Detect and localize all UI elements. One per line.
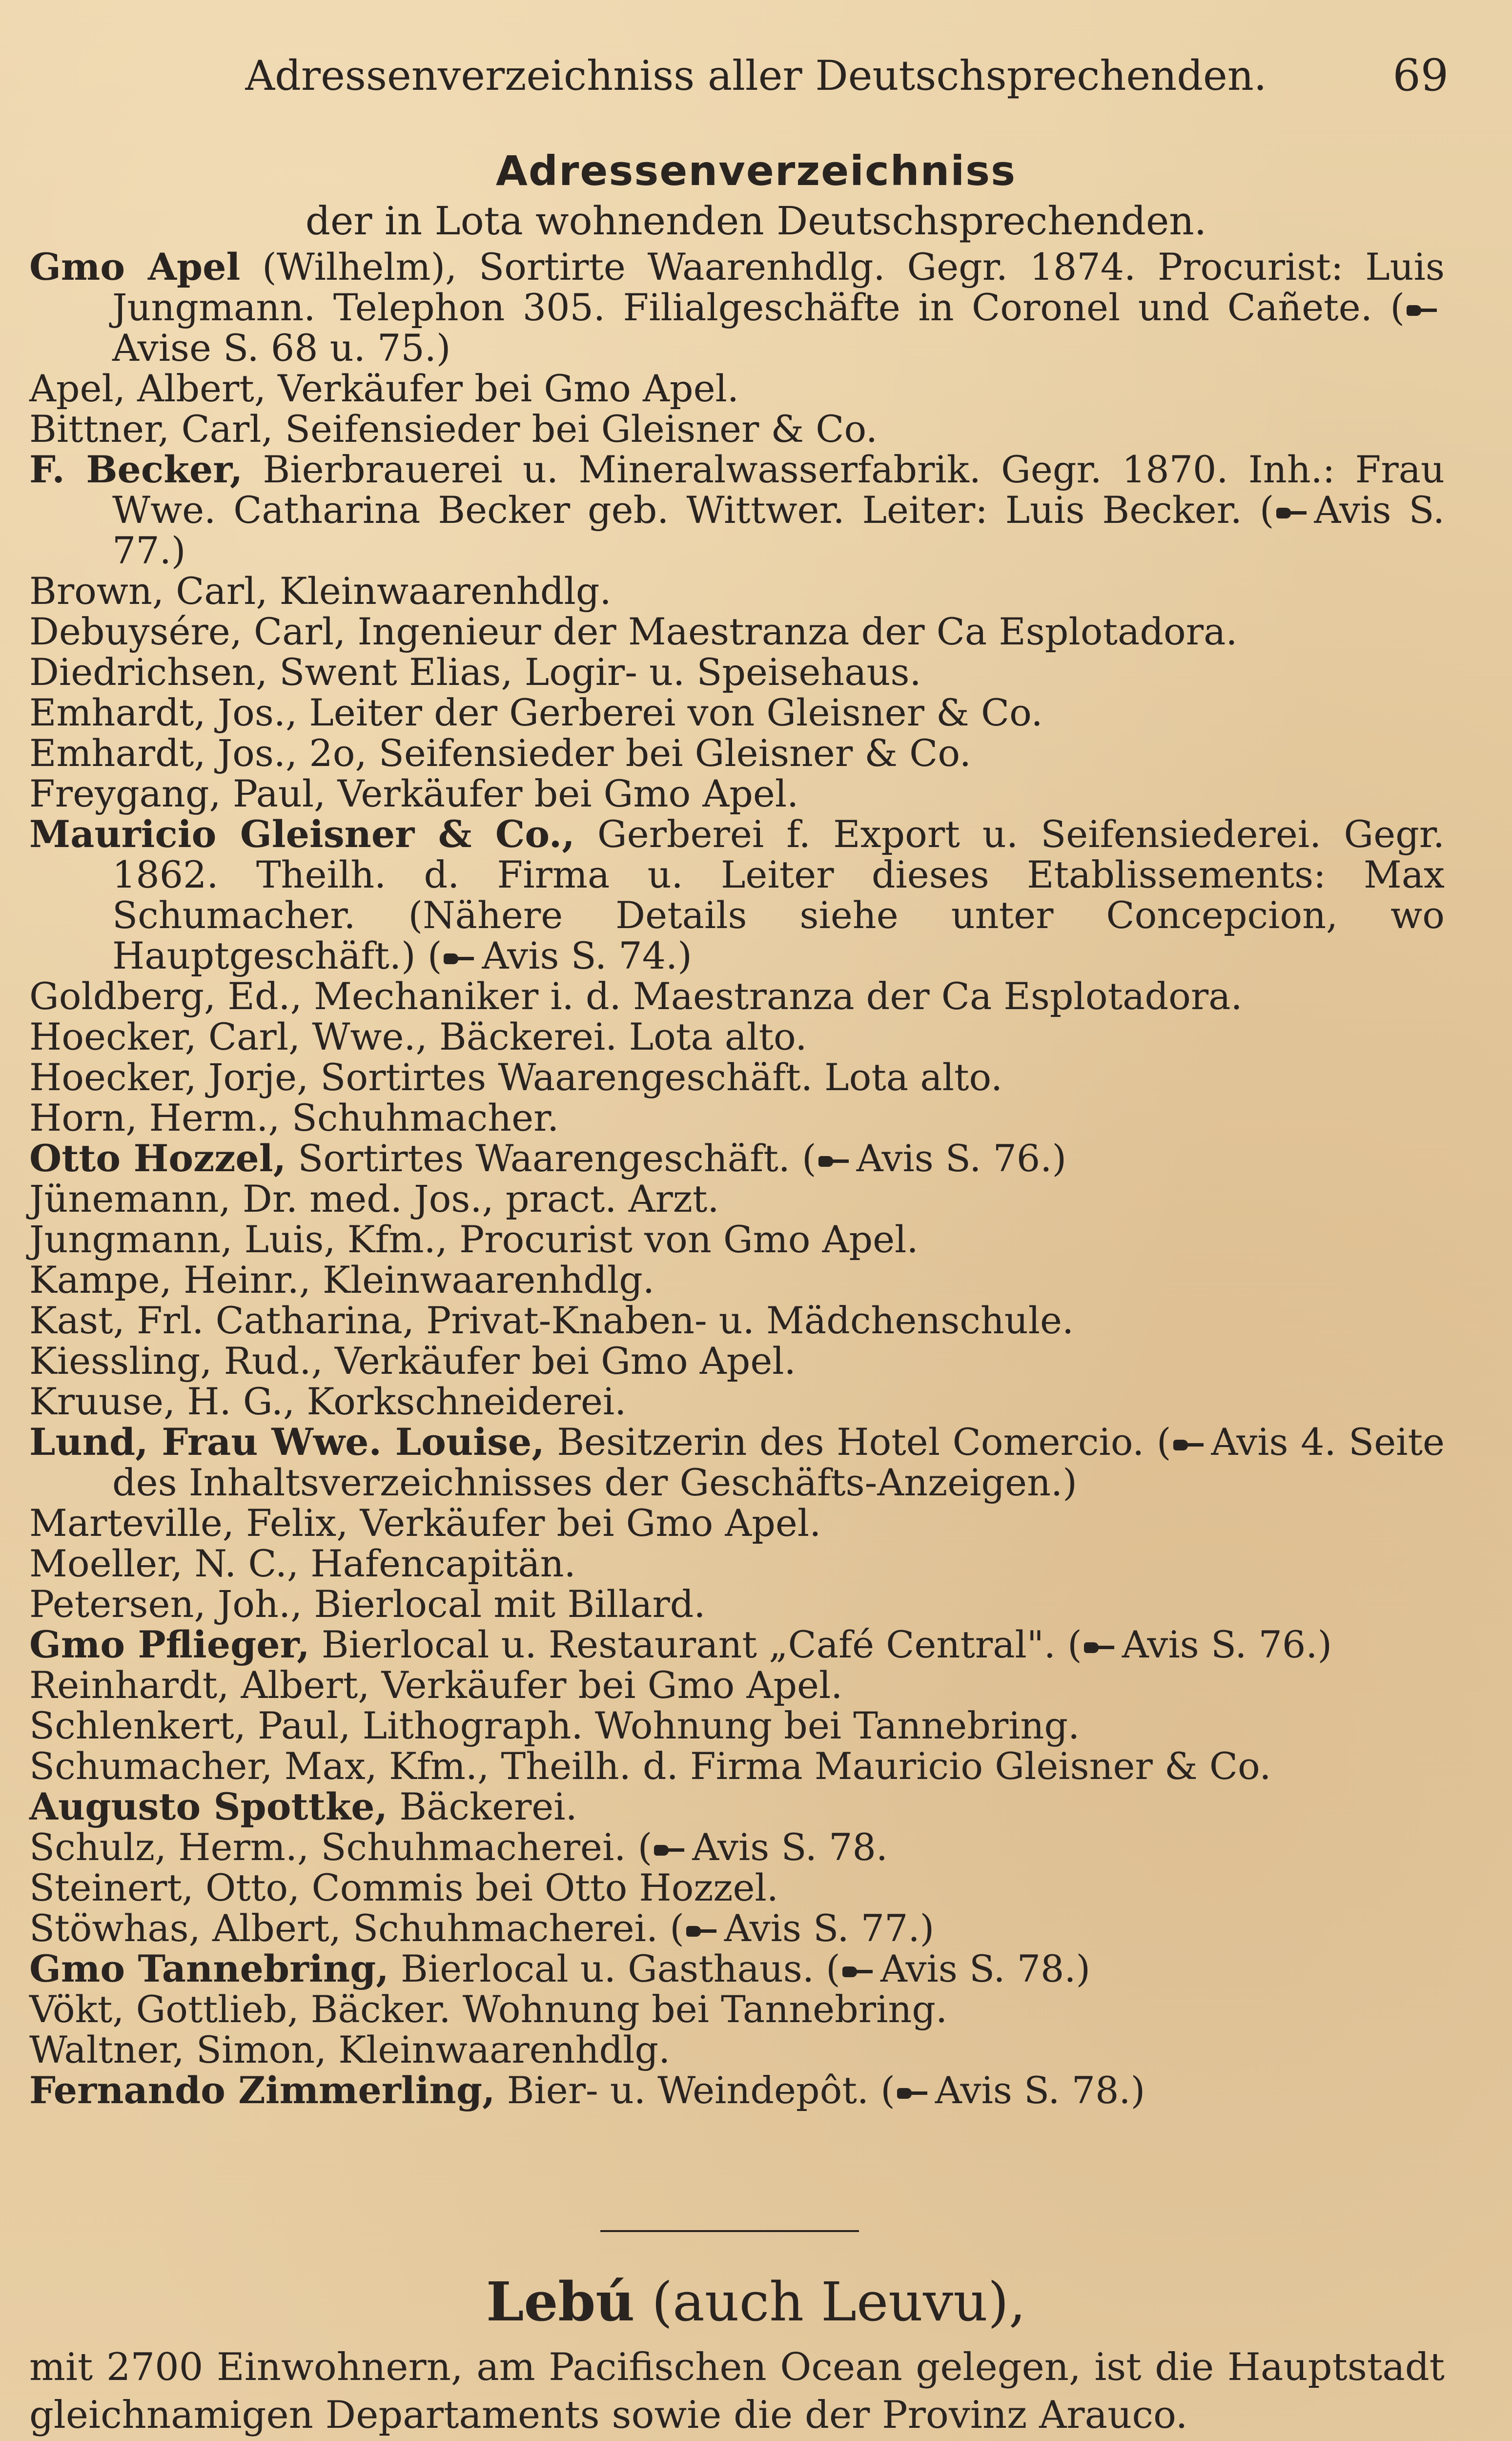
- pointing-hand-icon: [654, 1844, 684, 1857]
- pointing-hand-icon: [1084, 1641, 1114, 1654]
- city-alias: (auch Leuvu),: [634, 2271, 1026, 2333]
- page-number: 69: [1392, 50, 1449, 101]
- entry-text: Kiessling, Rud., Verkäufer bei Gmo Apel.: [29, 1339, 796, 1383]
- directory-entry: [29, 1503, 1445, 1543]
- entry-text: Vökt, Gottlieb, Bäcker. Wohnung bei Tannebring.: [29, 1987, 948, 2031]
- entry-avis: Avise S. 68 u. 75.): [112, 326, 451, 370]
- entry-text: Emhardt, Jos., 2o, Seifensieder bei Gleisner & Co.: [29, 731, 971, 775]
- pointing-hand-icon: [842, 1965, 873, 1978]
- directory-entry: [29, 1341, 1445, 1381]
- directory-entry: [29, 1989, 1445, 2029]
- directory-entry: Gmo Tannebring, Bierlocal u. Gasthaus. ( Avis S. 78.): [29, 1947, 1091, 1990]
- entry-name: F. Becker,: [29, 448, 243, 491]
- entry-avis: Avis S. 78.): [935, 2069, 1145, 2112]
- directory-entry: [29, 1786, 1445, 1827]
- entry-text: Jünemann, Dr. med. Jos., pract. Arzt.: [29, 1177, 719, 1220]
- directory-entry: [29, 1665, 1445, 1705]
- directory-entry: F. Becker, Bierbrauerei u. Mineralwasserfabrik. Gegr. 1870. Inh.: Frau Wwe. Catharina Becker geb. Wittwer. Leiter: Luis Becker. ( Avis S. 77.): [29, 448, 1445, 572]
- directory-entry: [29, 2029, 1445, 2070]
- directory-entry: [29, 1381, 1445, 1422]
- entry-text: Debuysére, Carl, Ingenieur der Maestranza der Ca Esplotadora.: [29, 610, 1238, 653]
- entry-text: Freygang, Paul, Verkäufer bei Gmo Apel.: [29, 772, 799, 815]
- directory-entry: [29, 1260, 1445, 1300]
- pointing-hand-icon: [686, 1925, 716, 1938]
- city-description: mit 2700 Einwohnern, am Pacifischen Ocean gelegen, ist die Hauptstadt gleichnamigen Departaments sowie die der Provinz Arauco.: [29, 2345, 1445, 2437]
- entry-text: Bittner, Carl, Seifensieder bei Gleisner & Co.: [29, 407, 878, 451]
- entry-avis: Avis S. 78.: [692, 1825, 888, 1869]
- directory-entry: [29, 1016, 1445, 1057]
- directory-entry: [29, 1867, 1445, 1908]
- entry-text: Petersen, Joh., Bierlocal mit Billard.: [29, 1582, 706, 1626]
- entry-list: [29, 247, 1445, 2110]
- entry-avis: Avis S. 77.): [112, 488, 1445, 572]
- directory-entry: [29, 1219, 1445, 1260]
- entry-name: Mauricio Gleisner & Co.,: [29, 812, 575, 856]
- entry-text: Reinhardt, Albert, Verkäufer bei Gmo Apel.: [29, 1663, 843, 1707]
- entry-text: Apel, Albert, Verkäufer bei Gmo Apel.: [29, 367, 739, 410]
- entry-text: Diedrichsen, Swent Elias, Logir- u. Speisehaus.: [29, 650, 921, 694]
- directory-entry: [29, 1705, 1445, 1746]
- page-header: [0, 46, 1512, 105]
- directory-entry: Mauricio Gleisner & Co., Gerberei f. Export u. Seifensiederei. Gegr. 1862. Theilh. d. Firma u. Leiter dieses Etablissements: Max Schumacher. (Nähere Details siehe unter Concepcion, wo Hauptgeschäft.) ( Avis S. 74.): [29, 812, 1445, 977]
- entry-text: Schulz, Herm., Schuhmacherei.: [29, 1825, 626, 1869]
- entry-text: Schumacher, Max, Kfm., Theilh. d. Firma Mauricio Gleisner & Co.: [29, 1744, 1271, 1788]
- directory-entry: [29, 652, 1445, 692]
- pointing-hand-icon: [818, 1155, 849, 1168]
- directory-entry: Otto Hozzel, Sortirtes Waarengeschäft. ( Avis S. 76.): [29, 1137, 1067, 1180]
- directory-entry: [29, 571, 1445, 611]
- entry-text: Kast, Frl. Catharina, Privat-Knaben- u. Mädchenschule.: [29, 1299, 1074, 1342]
- entry-name: Fernando Zimmerling,: [29, 2069, 495, 2112]
- entry-text: Schlenkert, Paul, Lithograph. Wohnung bei Tannebring.: [29, 1704, 1080, 1747]
- entry-text: Bier- u. Weindepôt.: [495, 2069, 869, 2112]
- directory-entry: [29, 1097, 1445, 1138]
- directory-entry: [29, 409, 1445, 449]
- directory-entry: [29, 368, 1445, 409]
- running-title: Adressenverzeichniss aller Deutschsprechenden.: [245, 52, 1267, 100]
- directory-entry: [29, 976, 1445, 1016]
- entry-avis: Avis S. 76.): [1122, 1623, 1332, 1666]
- pointing-hand-icon: [1407, 304, 1437, 317]
- directory-entry: [29, 1543, 1445, 1584]
- entry-text: Jungmann, Luis, Kfm., Procurist von Gmo Apel.: [29, 1218, 919, 1261]
- entry-text: Gerberei f. Export u. Seifensiederei. Gegr. 1862. Theilh. d. Firma u. Leiter dieses Etablissements: Max Schumacher. (Nähere Details siehe unter Concepcion, wo Hauptgeschäft.): [112, 812, 1445, 977]
- entry-text: Emhardt, Jos., Leiter der Gerberei von Gleisner & Co.: [29, 691, 1043, 734]
- entry-text: Stöwhas, Albert, Schuhmacherei.: [29, 1906, 658, 1950]
- entry-avis: Avis S. 76.): [856, 1137, 1067, 1180]
- directory-entry: Stöwhas, Albert, Schuhmacherei. ( Avis S. 77.): [29, 1906, 935, 1950]
- entry-text: Marteville, Felix, Verkäufer bei Gmo Apel.: [29, 1501, 821, 1545]
- directory-entry: [29, 611, 1445, 652]
- entry-text: Steinert, Otto, Commis bei Otto Hozzel.: [29, 1866, 778, 1909]
- pointing-hand-icon: [1173, 1439, 1204, 1451]
- directory-entry: [29, 1584, 1445, 1624]
- directory-entry: [29, 1057, 1445, 1097]
- directory-entry: [29, 1179, 1445, 1219]
- entry-name: Gmo Pflieger,: [29, 1623, 310, 1666]
- entry-text: Hoecker, Jorje, Sortirtes Waarengeschäft. Lota alto.: [29, 1055, 1003, 1099]
- entry-avis: Avis 4. Seite des Inhaltsverzeichnisses der Geschäfts-Anzeigen.): [112, 1420, 1445, 1504]
- entry-avis: Avis S. 74.): [482, 934, 692, 977]
- entry-text: Brown, Carl, Kleinwaarenhdlg.: [29, 569, 612, 613]
- entry-text: Moeller, N. C., Hafencapitän.: [29, 1542, 576, 1585]
- entry-text: Bäckerei.: [388, 1785, 577, 1828]
- directory-entry: [29, 692, 1445, 733]
- entry-avis: Avis S. 77.): [724, 1906, 935, 1950]
- entry-text: Horn, Herm., Schuhmacher.: [29, 1096, 559, 1139]
- directory-entry: [29, 773, 1445, 814]
- entry-text: Kruuse, H. G., Korkschneiderei.: [29, 1380, 627, 1423]
- entry-name: Augusto Spottke,: [29, 1785, 388, 1828]
- entry-text: Bierlocal u. Gasthaus.: [388, 1947, 814, 1990]
- entry-text: Goldberg, Ed., Mechaniker i. d. Maestranza der Ca Esplotadora.: [29, 974, 1243, 1018]
- entry-name: Gmo Tannebring,: [29, 1947, 389, 1990]
- city-name: Lebú: [486, 2270, 635, 2333]
- section-title: Adressenverzeichniss: [495, 147, 1017, 195]
- entry-text: Kampe, Heinr., Kleinwaarenhdlg.: [29, 1258, 655, 1302]
- section-divider: [600, 2230, 859, 2232]
- entry-text: Sortirtes Waarengeschäft.: [286, 1137, 790, 1180]
- entry-name: Otto Hozzel,: [29, 1137, 286, 1180]
- directory-entry: Fernando Zimmerling, Bier- u. Weindepôt. ( Avis S. 78.): [29, 2069, 1145, 2112]
- pointing-hand-icon: [444, 952, 474, 965]
- section-subtitle: der in Lota wohnenden Deutschsprechenden.: [305, 198, 1207, 244]
- directory-entry: Gmo Pflieger, Bierlocal u. Restaurant „Café Central". ( Avis S. 76.): [29, 1623, 1332, 1666]
- entry-text: Waltner, Simon, Kleinwaarenhdlg.: [29, 2028, 671, 2071]
- entry-name: Lund, Frau Wwe. Louise,: [29, 1420, 545, 1464]
- entry-text: Bierlocal u. Restaurant „Café Central".: [309, 1623, 1056, 1666]
- directory-entry: Gmo Apel (Wilhelm), Sortirte Waarenhdlg. Gegr. 1874. Procurist: Luis Jungmann. Telephon 305. Filialgeschäfte in Coronel und Cañete. (Avise S. 68 u. 75.): [29, 245, 1445, 370]
- entry-text: Besitzerin des Hotel Comercio.: [544, 1420, 1144, 1464]
- directory-entry: [29, 733, 1445, 773]
- entry-name: Gmo Apel: [29, 245, 241, 289]
- pointing-hand-icon: [897, 2087, 927, 2100]
- entry-text: (Wilhelm), Sortirte Waarenhdlg. Gegr. 1874. Procurist: Luis Jungmann. Telephon 305. Filialgeschäfte in Coronel und Cañete.: [112, 245, 1445, 329]
- directory-entry: [29, 1300, 1445, 1341]
- directory-entry: Lund, Frau Wwe. Louise, Besitzerin des Hotel Comercio. ( Avis 4. Seite des Inhaltsverzeichnisses der Geschäfts-Anzeigen.): [29, 1420, 1445, 1504]
- directory-entry: Schulz, Herm., Schuhmacherei. ( Avis S. 78.: [29, 1825, 888, 1869]
- entry-text: Hoecker, Carl, Wwe., Bäckerei. Lota alto.: [29, 1015, 807, 1058]
- pointing-hand-icon: [1276, 507, 1307, 519]
- city-heading: [0, 2265, 1512, 2338]
- directory-entry: [29, 1746, 1445, 1786]
- entry-avis: Avis S. 78.): [880, 1947, 1091, 1990]
- entry-text: Bierbrauerei u. Mineralwasserfabrik. Gegr. 1870. Inh.: Frau Wwe. Catharina Becker geb. Wittwer. Leiter: Luis Becker.: [112, 448, 1445, 532]
